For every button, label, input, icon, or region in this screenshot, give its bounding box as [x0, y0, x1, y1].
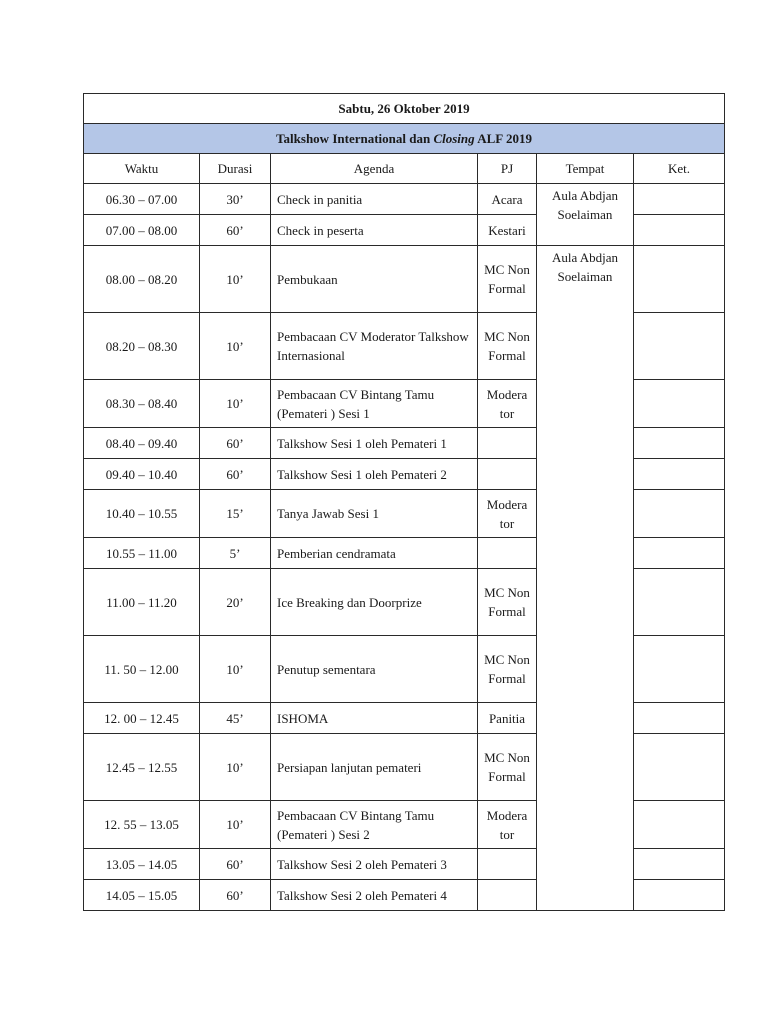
durasi-cell: 10’ [200, 380, 271, 428]
agenda-cell: Talkshow Sesi 1 oleh Pemateri 2 [271, 459, 478, 490]
ket-cell [634, 880, 725, 911]
agenda-cell: Pembacaan CV Bintang Tamu (Pemateri ) Sesi 2 [271, 801, 478, 849]
header-durasi: Durasi [200, 154, 271, 184]
waktu-cell: 10.55 – 11.00 [84, 538, 200, 569]
ket-cell [634, 313, 725, 380]
pj-cell [478, 428, 537, 459]
pj-cell: MC Non Formal [478, 636, 537, 703]
durasi-cell: 10’ [200, 801, 271, 849]
durasi-cell: 45’ [200, 703, 271, 734]
waktu-cell: 06.30 – 07.00 [84, 184, 200, 215]
ket-cell [634, 246, 725, 313]
waktu-cell: 09.40 – 10.40 [84, 459, 200, 490]
durasi-cell: 10’ [200, 313, 271, 380]
ket-cell [634, 849, 725, 880]
durasi-cell: 60’ [200, 215, 271, 246]
agenda-cell: Check in peserta [271, 215, 478, 246]
tempat-cell: Aula Abdjan Soelaiman [537, 246, 634, 911]
pj-cell: Modera tor [478, 380, 537, 428]
agenda-cell: Penutup sementara [271, 636, 478, 703]
ket-cell [634, 569, 725, 636]
waktu-cell: 13.05 – 14.05 [84, 849, 200, 880]
waktu-cell: 10.40 – 10.55 [84, 490, 200, 538]
durasi-cell: 60’ [200, 849, 271, 880]
durasi-cell: 10’ [200, 636, 271, 703]
table-row [84, 246, 725, 313]
table-title: Sabtu, 26 Oktober 2019 [84, 94, 725, 124]
waktu-cell: 08.40 – 09.40 [84, 428, 200, 459]
waktu-cell: 11. 50 – 12.00 [84, 636, 200, 703]
agenda-cell: Persiapan lanjutan pemateri [271, 734, 478, 801]
agenda-cell: Talkshow Sesi 2 oleh Pemateri 3 [271, 849, 478, 880]
durasi-cell: 15’ [200, 490, 271, 538]
waktu-cell: 07.00 – 08.00 [84, 215, 200, 246]
pj-cell: MC Non Formal [478, 246, 537, 313]
ket-cell [634, 636, 725, 703]
header-pj: PJ [478, 154, 537, 184]
agenda-cell: Tanya Jawab Sesi 1 [271, 490, 478, 538]
pj-cell: Kestari [478, 215, 537, 246]
pj-cell [478, 459, 537, 490]
ket-cell [634, 380, 725, 428]
ket-cell [634, 184, 725, 215]
durasi-cell: 5’ [200, 538, 271, 569]
subtitle-part-2: ALF 2019 [474, 131, 532, 146]
subtitle-part-1: Talkshow International dan [276, 131, 434, 146]
subtitle-italic: Closing [433, 131, 475, 146]
waktu-cell: 08.20 – 08.30 [84, 313, 200, 380]
header-waktu: Waktu [84, 154, 200, 184]
agenda-cell: Talkshow Sesi 2 oleh Pemateri 4 [271, 880, 478, 911]
pj-cell: Modera tor [478, 490, 537, 538]
ket-cell [634, 428, 725, 459]
pj-cell [478, 849, 537, 880]
waktu-cell: 08.00 – 08.20 [84, 246, 200, 313]
waktu-cell: 12. 00 – 12.45 [84, 703, 200, 734]
pj-cell: MC Non Formal [478, 734, 537, 801]
ket-cell [634, 538, 725, 569]
waktu-cell: 11.00 – 11.20 [84, 569, 200, 636]
durasi-cell: 20’ [200, 569, 271, 636]
pj-cell: Panitia [478, 703, 537, 734]
pj-cell: MC Non Formal [478, 313, 537, 380]
durasi-cell: 30’ [200, 184, 271, 215]
durasi-cell: 10’ [200, 734, 271, 801]
table-subtitle [84, 124, 725, 154]
table-row [84, 184, 725, 215]
waktu-cell: 08.30 – 08.40 [84, 380, 200, 428]
agenda-cell: Pembukaan [271, 246, 478, 313]
waktu-cell: 14.05 – 15.05 [84, 880, 200, 911]
pj-cell: MC Non Formal [478, 569, 537, 636]
ket-cell [634, 215, 725, 246]
durasi-cell: 10’ [200, 246, 271, 313]
ket-cell [634, 490, 725, 538]
ket-cell [634, 459, 725, 490]
agenda-cell: Talkshow Sesi 1 oleh Pemateri 1 [271, 428, 478, 459]
agenda-cell: Pembacaan CV Bintang Tamu (Pemateri ) Sesi 1 [271, 380, 478, 428]
agenda-cell: Check in panitia [271, 184, 478, 215]
agenda-cell: Pemberian cendramata [271, 538, 478, 569]
durasi-cell: 60’ [200, 459, 271, 490]
header-ket: Ket. [634, 154, 725, 184]
durasi-cell: 60’ [200, 880, 271, 911]
pj-cell [478, 538, 537, 569]
agenda-cell: Pembacaan CV Moderator Talkshow Internasional [271, 313, 478, 380]
schedule-table [83, 93, 725, 911]
waktu-cell: 12.45 – 12.55 [84, 734, 200, 801]
ket-cell [634, 801, 725, 849]
waktu-cell: 12. 55 – 13.05 [84, 801, 200, 849]
ket-cell [634, 734, 725, 801]
agenda-cell: Ice Breaking dan Doorprize [271, 569, 478, 636]
pj-cell: Acara [478, 184, 537, 215]
header-row [84, 154, 725, 184]
pj-cell: Modera tor [478, 801, 537, 849]
ket-cell [634, 703, 725, 734]
header-agenda: Agenda [271, 154, 478, 184]
durasi-cell: 60’ [200, 428, 271, 459]
pj-cell [478, 880, 537, 911]
tempat-cell: Aula Abdjan Soelaiman [537, 184, 634, 246]
header-tempat: Tempat [537, 154, 634, 184]
agenda-cell: ISHOMA [271, 703, 478, 734]
